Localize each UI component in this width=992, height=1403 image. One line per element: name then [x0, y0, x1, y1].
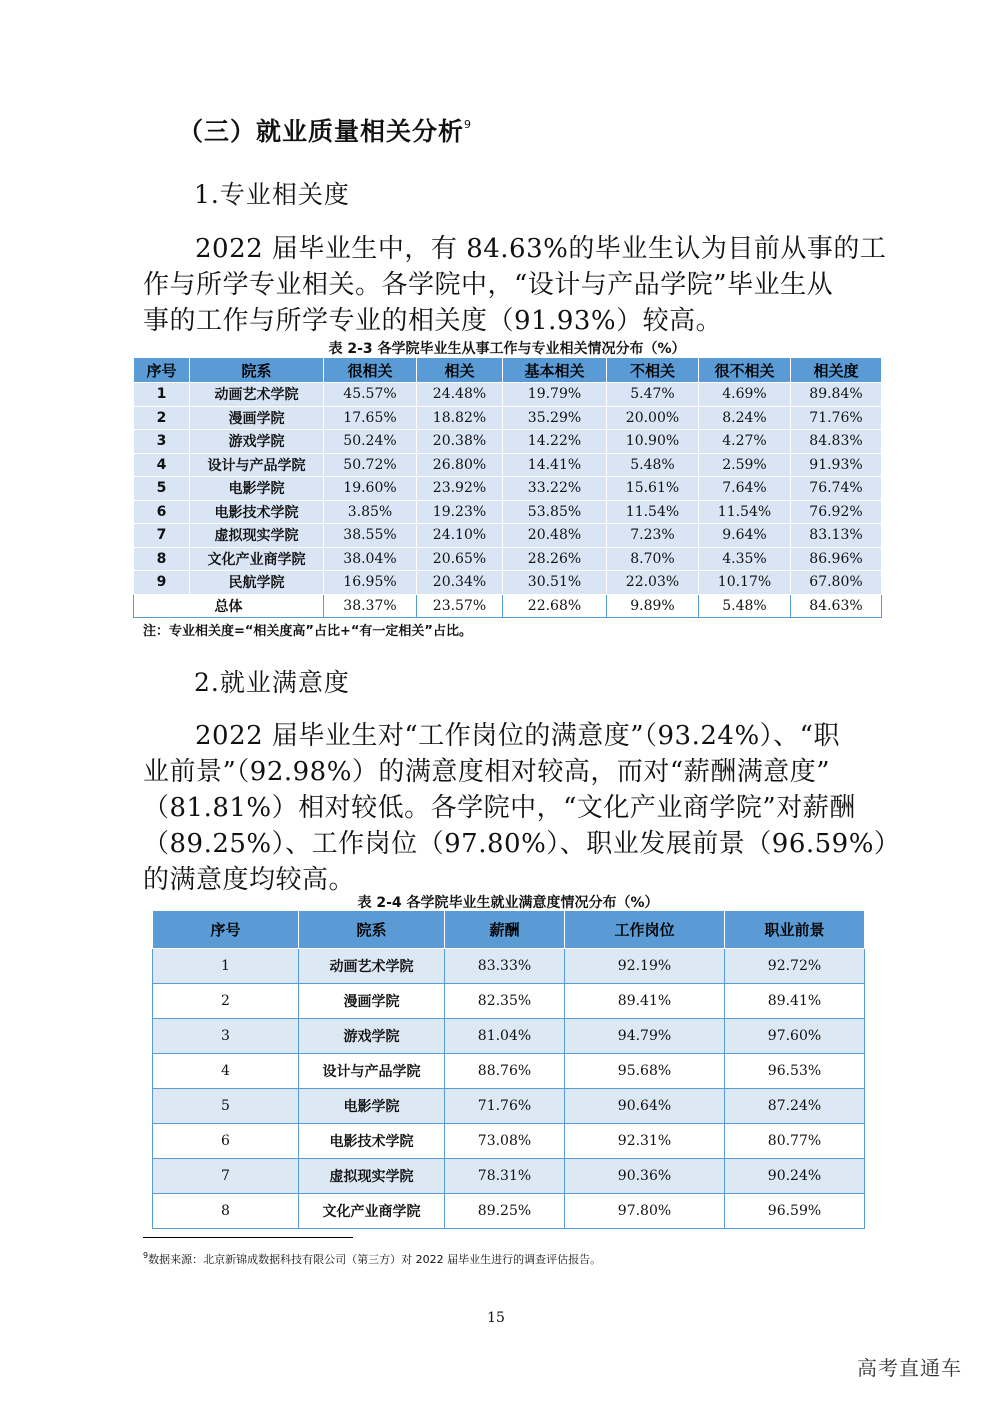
paragraph-line: 的满意度均较高。 [143, 865, 356, 895]
percent-cell: 38.04% [324, 547, 417, 571]
col-header: 不相关 [607, 358, 699, 383]
row-index: 1 [153, 949, 299, 984]
col-header: 很不相关 [699, 358, 791, 383]
paragraph-line: （89.25%）、工作岗位（97.80%）、职业发展前景（96.59%） [143, 829, 901, 859]
table-header-row [153, 911, 865, 949]
table-row [153, 1054, 865, 1089]
percent-cell: 86.96% [791, 547, 882, 571]
percent-cell: 28.26% [503, 547, 607, 571]
percent-cell: 14.41% [503, 453, 607, 477]
percent-cell: 76.92% [791, 500, 882, 524]
percent-cell: 53.85% [503, 500, 607, 524]
paragraph-line: 事的工作与所学专业的相关度（91.93%）较高。 [143, 306, 723, 336]
percent-cell: 95.68% [565, 1054, 725, 1089]
col-header: 序号 [134, 358, 190, 383]
row-index: 5 [134, 477, 190, 501]
footnote-divider [143, 1237, 353, 1238]
relevance-table [133, 357, 882, 618]
col-header: 序号 [153, 911, 299, 949]
percent-cell: 97.80% [565, 1194, 725, 1229]
subsection-title-satisfaction: 2.就业满意度 [194, 668, 350, 697]
percent-cell: 2.59% [699, 453, 791, 477]
percent-cell: 90.24% [725, 1159, 865, 1194]
paragraph-line: （81.81%）相对较低。各学院中，“文化产业商学院”对薪酬 [143, 793, 856, 823]
percent-cell: 5.47% [607, 383, 699, 407]
college-name: 电影技术学院 [190, 500, 324, 524]
table-row [134, 524, 882, 548]
row-index: 7 [134, 524, 190, 548]
table-row [134, 571, 882, 595]
college-name: 游戏学院 [299, 1019, 445, 1054]
col-header: 院系 [299, 911, 445, 949]
percent-cell: 10.90% [607, 430, 699, 454]
percent-cell: 22.68% [503, 594, 607, 618]
paragraph-relevance [143, 231, 887, 339]
percent-cell: 76.74% [791, 477, 882, 501]
percent-cell: 84.63% [791, 594, 882, 618]
percent-cell: 81.04% [445, 1019, 565, 1054]
percent-cell: 22.03% [607, 571, 699, 595]
college-name: 漫画学院 [299, 984, 445, 1019]
percent-cell: 20.38% [417, 430, 503, 454]
percent-cell: 45.57% [324, 383, 417, 407]
percent-cell: 90.36% [565, 1159, 725, 1194]
total-label: 总体 [134, 594, 324, 618]
percent-cell: 7.23% [607, 524, 699, 548]
col-header: 工作岗位 [565, 911, 725, 949]
percent-cell: 89.25% [445, 1194, 565, 1229]
percent-cell: 92.72% [725, 949, 865, 984]
footnote-text: 数据来源：北京新锦成数据科技有限公司（第三方）对 2022 届毕业生进行的调查评估报告。 [148, 1253, 602, 1266]
percent-cell: 89.41% [565, 984, 725, 1019]
section-heading [178, 112, 472, 148]
percent-cell: 7.64% [699, 477, 791, 501]
table-row [153, 984, 865, 1019]
row-index: 2 [134, 406, 190, 430]
table-row [134, 453, 882, 477]
college-name: 动画艺术学院 [190, 383, 324, 407]
college-name: 漫画学院 [190, 406, 324, 430]
page-number: 15 [487, 1310, 505, 1326]
college-name: 虚拟现实学院 [190, 524, 324, 548]
college-name: 设计与产品学院 [299, 1054, 445, 1089]
percent-cell: 19.23% [417, 500, 503, 524]
row-index: 2 [153, 984, 299, 1019]
percent-cell: 14.22% [503, 430, 607, 454]
percent-cell: 8.70% [607, 547, 699, 571]
percent-cell: 10.17% [699, 571, 791, 595]
row-index: 8 [134, 547, 190, 571]
percent-cell: 20.48% [503, 524, 607, 548]
row-index: 7 [153, 1159, 299, 1194]
footnote-ref: 9 [464, 118, 473, 131]
percent-cell: 89.41% [725, 984, 865, 1019]
college-name: 民航学院 [190, 571, 324, 595]
college-name: 虚拟现实学院 [299, 1159, 445, 1194]
row-index: 8 [153, 1194, 299, 1229]
row-index: 6 [134, 500, 190, 524]
percent-cell: 19.79% [503, 383, 607, 407]
college-name: 电影学院 [190, 477, 324, 501]
percent-cell: 84.83% [791, 430, 882, 454]
percent-cell: 35.29% [503, 406, 607, 430]
percent-cell: 33.22% [503, 477, 607, 501]
row-index: 3 [134, 430, 190, 454]
percent-cell: 4.69% [699, 383, 791, 407]
percent-cell: 92.31% [565, 1124, 725, 1159]
percent-cell: 71.76% [791, 406, 882, 430]
percent-cell: 80.77% [725, 1124, 865, 1159]
percent-cell: 96.59% [725, 1194, 865, 1229]
table-total-row [134, 594, 882, 618]
table-row [153, 1194, 865, 1229]
row-index: 5 [153, 1089, 299, 1124]
row-index: 4 [153, 1054, 299, 1089]
table-row [134, 547, 882, 571]
percent-cell: 92.19% [565, 949, 725, 984]
col-header: 相关 [417, 358, 503, 383]
percent-cell: 9.64% [699, 524, 791, 548]
subsection-title-relevance: 1.专业相关度 [194, 180, 350, 209]
percent-cell: 17.65% [324, 406, 417, 430]
table-row [134, 406, 882, 430]
percent-cell: 20.65% [417, 547, 503, 571]
table1-caption: 表 2-3 各学院毕业生从事工作与专业相关情况分布（%） [328, 341, 686, 357]
college-name: 文化产业商学院 [190, 547, 324, 571]
row-index: 1 [134, 383, 190, 407]
percent-cell: 91.93% [791, 453, 882, 477]
percent-cell: 11.54% [699, 500, 791, 524]
footnote-mark: 9 [143, 1251, 149, 1260]
row-index: 9 [134, 571, 190, 595]
percent-cell: 88.76% [445, 1054, 565, 1089]
college-name: 设计与产品学院 [190, 453, 324, 477]
percent-cell: 78.31% [445, 1159, 565, 1194]
percent-cell: 83.13% [791, 524, 882, 548]
percent-cell: 30.51% [503, 571, 607, 595]
row-index: 6 [153, 1124, 299, 1159]
col-header: 薪酬 [445, 911, 565, 949]
percent-cell: 5.48% [607, 453, 699, 477]
table-row [134, 383, 882, 407]
col-header: 相关度 [791, 358, 882, 383]
paragraph-line: 2022 届毕业生中，有 84.63%的毕业生认为目前从事的工 [195, 234, 887, 264]
paragraph-line: 作与所学专业相关。各学院中，“设计与产品学院”毕业生从 [143, 270, 834, 300]
percent-cell: 11.54% [607, 500, 699, 524]
table-row [153, 1089, 865, 1124]
percent-cell: 23.57% [417, 594, 503, 618]
percent-cell: 83.33% [445, 949, 565, 984]
table-row [153, 1159, 865, 1194]
table1-note: 注：专业相关度=“相关度高”占比+“有一定相关”占比。 [143, 624, 472, 639]
college-name: 动画艺术学院 [299, 949, 445, 984]
percent-cell: 87.24% [725, 1089, 865, 1124]
percent-cell: 15.61% [607, 477, 699, 501]
table-row [134, 430, 882, 454]
satisfaction-table [152, 910, 865, 1229]
percent-cell: 96.53% [725, 1054, 865, 1089]
col-header: 很相关 [324, 358, 417, 383]
col-header: 职业前景 [725, 911, 865, 949]
table-row [134, 500, 882, 524]
percent-cell: 20.34% [417, 571, 503, 595]
percent-cell: 26.80% [417, 453, 503, 477]
percent-cell: 24.10% [417, 524, 503, 548]
percent-cell: 71.76% [445, 1089, 565, 1124]
percent-cell: 89.84% [791, 383, 882, 407]
college-name: 电影学院 [299, 1089, 445, 1124]
table-row [153, 949, 865, 984]
row-index: 3 [153, 1019, 299, 1054]
percent-cell: 23.92% [417, 477, 503, 501]
college-name: 电影技术学院 [299, 1124, 445, 1159]
table-row [153, 1019, 865, 1054]
paragraph-line: 2022 届毕业生对“工作岗位的满意度”（93.24%）、“职 [195, 721, 840, 751]
percent-cell: 3.85% [324, 500, 417, 524]
table-row [153, 1124, 865, 1159]
table-row [134, 477, 882, 501]
percent-cell: 94.79% [565, 1019, 725, 1054]
col-header: 院系 [190, 358, 324, 383]
percent-cell: 38.37% [324, 594, 417, 618]
percent-cell: 90.64% [565, 1089, 725, 1124]
paragraph-line: 业前景”（92.98%）的满意度相对较高，而对“薪酬满意度” [143, 757, 831, 787]
percent-cell: 18.82% [417, 406, 503, 430]
percent-cell: 8.24% [699, 406, 791, 430]
percent-cell: 19.60% [324, 477, 417, 501]
percent-cell: 16.95% [324, 571, 417, 595]
table-header-row [134, 358, 882, 383]
table2-caption: 表 2-4 各学院毕业生就业满意度情况分布（%） [357, 895, 659, 911]
percent-cell: 82.35% [445, 984, 565, 1019]
percent-cell: 73.08% [445, 1124, 565, 1159]
percent-cell: 50.24% [324, 430, 417, 454]
percent-cell: 50.72% [324, 453, 417, 477]
row-index: 4 [134, 453, 190, 477]
watermark: 高考直通车 [857, 1356, 962, 1380]
percent-cell: 24.48% [417, 383, 503, 407]
college-name: 文化产业商学院 [299, 1194, 445, 1229]
percent-cell: 5.48% [699, 594, 791, 618]
footnote [143, 1251, 601, 1267]
percent-cell: 20.00% [607, 406, 699, 430]
section-heading-text: （三）就业质量相关分析 [178, 117, 465, 146]
percent-cell: 4.35% [699, 547, 791, 571]
percent-cell: 38.55% [324, 524, 417, 548]
percent-cell: 97.60% [725, 1019, 865, 1054]
percent-cell: 4.27% [699, 430, 791, 454]
percent-cell: 67.80% [791, 571, 882, 595]
college-name: 游戏学院 [190, 430, 324, 454]
paragraph-satisfaction [143, 718, 901, 898]
col-header: 基本相关 [503, 358, 607, 383]
percent-cell: 9.89% [607, 594, 699, 618]
